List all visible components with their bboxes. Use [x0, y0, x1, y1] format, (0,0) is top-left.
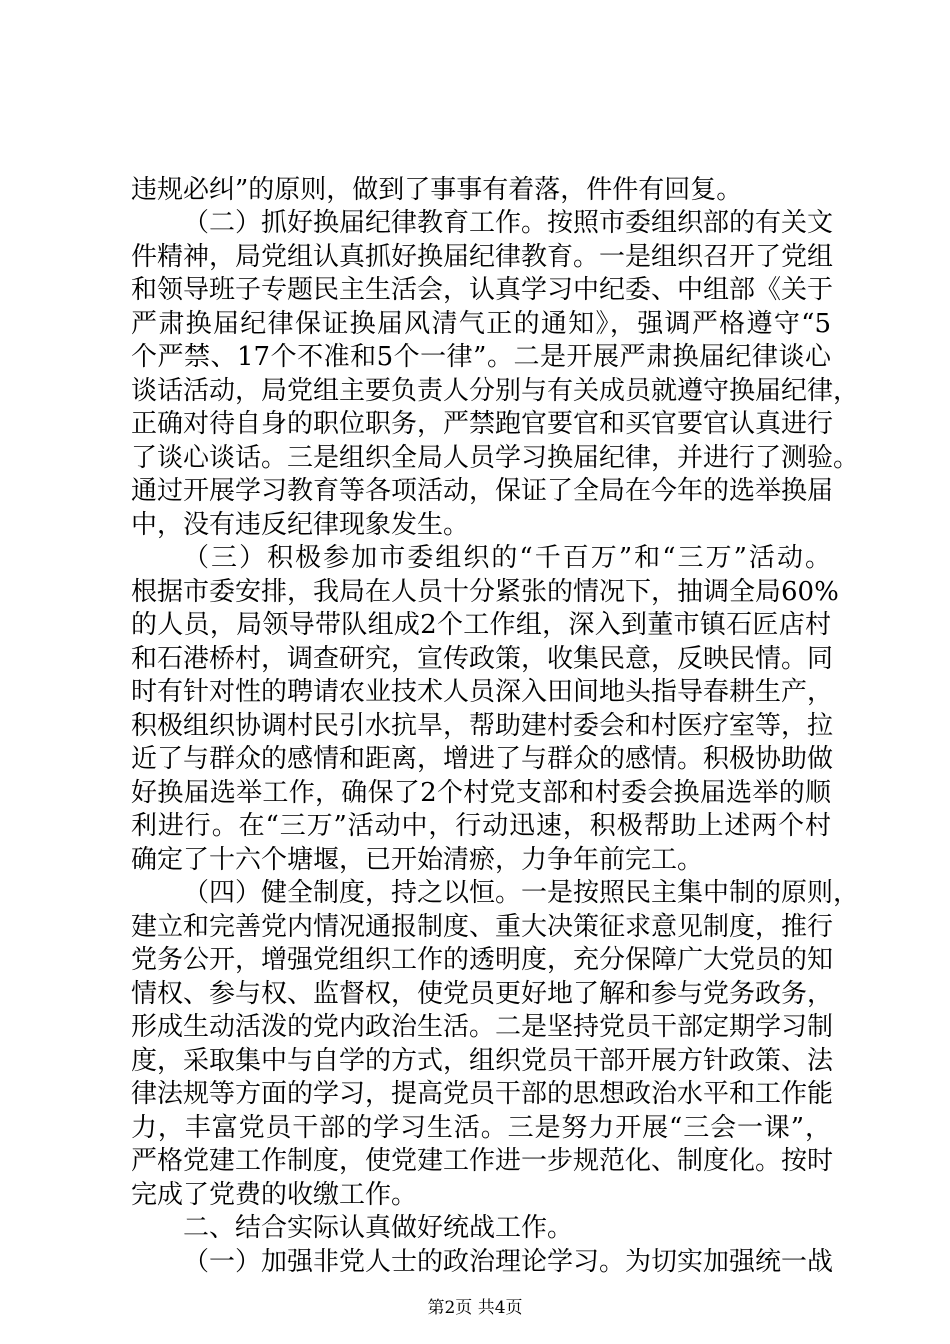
text-line: 中，没有违反纪律现象发生。: [131, 510, 470, 540]
text-line: 好换届选举工作，确保了2个村党支部和村委会换届选举的顺: [131, 778, 831, 808]
text-line: 建立和完善党内情况通报制度、重大决策征求意见制度，推行: [131, 912, 834, 942]
paragraph-heading: （二）抓好换届纪律教育工作。按照市委组织部的有关文: [183, 208, 834, 238]
text-line: 度，采取集中与自学的方式，组织党员干部开展方针政策、法: [131, 1046, 834, 1076]
text-line: 党务公开，增强党组织工作的透明度，充分保障广大党员的知: [131, 945, 834, 975]
text-line: 件精神，局党组认真抓好换届纪律教育。一是组织召开了党组: [131, 242, 834, 272]
text-line: 近了与群众的感情和距离，增进了与群众的感情。积极协助做: [131, 744, 834, 774]
text-line: 和领导班子专题民主生活会，认真学习中纪委、中组部《关于: [131, 275, 834, 305]
text-line: 谈话活动，局党组主要负责人分别与有关成员就遵守换届纪律，: [131, 376, 860, 406]
paragraph-heading: （三）积极参加市委组织的“千百万”和“三万”活动。: [183, 543, 831, 573]
section-heading: 二、结合实际认真做好统战工作。: [183, 1213, 574, 1243]
text-line: 违规必纠”的原则，做到了事事有着落，件件有回复。: [131, 175, 743, 205]
text-line: 律法规等方面的学习，提高党员干部的思想政治水平和工作能: [131, 1079, 834, 1109]
text-line: 形成生动活泼的党内政治生活。二是坚持党员干部定期学习制: [131, 1012, 834, 1042]
text-line: 时有针对性的聘请农业技术人员深入田间地头指导春耕生产，: [131, 677, 834, 707]
text-line: 严格党建工作制度，使党建工作进一步规范化、制度化。按时: [131, 1146, 834, 1176]
text-line: 积极组织协调村民引水抗旱，帮助建村委会和村医疗室等，拉: [131, 711, 834, 741]
text-line: 完成了党费的收缴工作。: [131, 1180, 418, 1210]
text-line: 和石港桥村，调查研究，宣传政策，收集民意，反映民情。同: [131, 644, 834, 674]
text-line: 确定了十六个塘堰，已开始清瘀，力争年前完工。: [131, 845, 704, 875]
text-line: 通过开展学习教育等各项活动，保证了全局在今年的选举换届: [131, 476, 834, 506]
text-line: 个严禁、17个不准和5个一律”。二是开展严肃换届纪律谈心: [131, 342, 831, 372]
text-line: 根据市委安排，我局在人员十分紧张的情况下，抽调全局60%: [131, 577, 839, 607]
text-line: 利进行。在“三万”活动中，行动迅速，积极帮助上述两个村: [131, 811, 831, 841]
paragraph-heading: （四）健全制度，持之以恒。一是按照民主集中制的原则，: [183, 878, 860, 908]
text-line: 的人员，局领导带队组成2个工作组，深入到董市镇石匠店村: [131, 610, 831, 640]
text-line: 正确对待自身的职位职务，严禁跑官要官和买官要官认真进行: [131, 409, 834, 439]
text-line: 了谈心谈话。三是组织全局人员学习换届纪律，并进行了测验。: [131, 443, 860, 473]
paragraph-heading: （一）加强非党人士的政治理论学习。为切实加强统一战: [183, 1247, 834, 1277]
page-footer: 第2页 共4页: [427, 1298, 523, 1318]
text-line: 严肃换届纪律保证换届风清气正的通知》，强调严格遵守“5: [131, 309, 831, 339]
text-line: 情权、参与权、监督权，使党员更好地了解和参与党务政务，: [131, 979, 834, 1009]
text-line: 力，丰富党员干部的学习生活。三是努力开展“三会一课”，: [131, 1113, 831, 1143]
